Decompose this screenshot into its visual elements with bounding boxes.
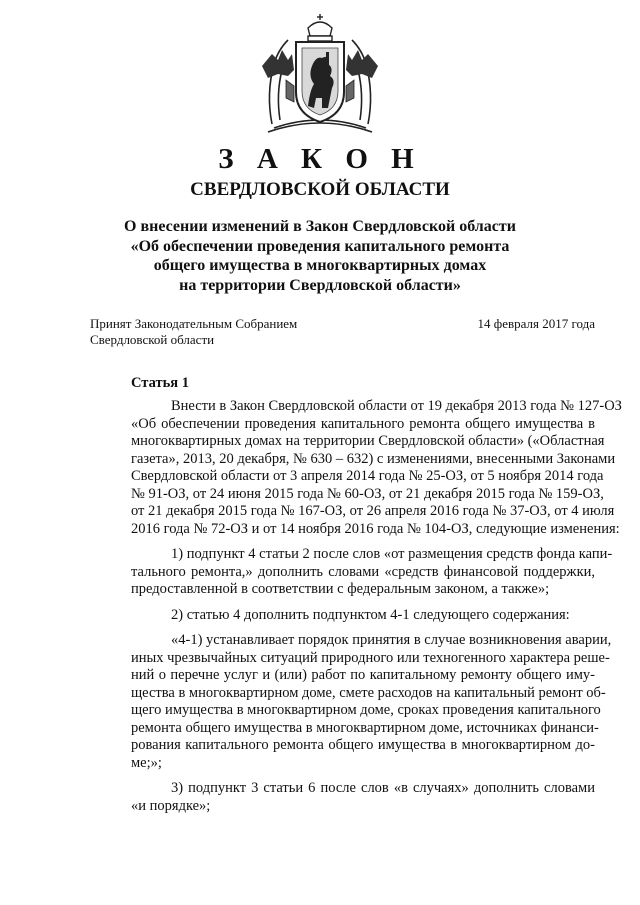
paragraph-quote — [91, 632, 612, 772]
article-body — [91, 398, 622, 823]
text-line: щества в многоквартирном доме, смете расходов на капитальный ремонт об- — [131, 684, 606, 701]
text-line: тального ремонта,» дополнить словами «средств финансовой поддержки, — [131, 563, 595, 580]
text-line: № 91-ОЗ, от 24 июня 2015 года № 60-ОЗ, от 21 декабря 2015 года № 159-ОЗ, — [131, 485, 604, 502]
text-line: щего имущества в многоквартирном доме, сроках проведения капитального — [131, 702, 601, 718]
adoption-date: 14 февраля 2017 года — [477, 316, 595, 331]
text-line: предоставленной в соответствии с федеральным законом, а также»; — [131, 581, 550, 597]
paragraph-item-2 — [91, 607, 595, 625]
text-line: 2016 года № 72-ОЗ и от 14 ноября 2016 года № 104-ОЗ, следующие изменения: — [131, 520, 620, 537]
adoption-line: Принят Законодательным Собранием — [90, 316, 298, 331]
paragraph-intro — [91, 398, 622, 538]
text-line: Внести в Закон Свердловской области от 19 декабря 2013 года № 127-ОЗ — [171, 398, 622, 414]
paragraph-item-3 — [91, 780, 595, 815]
adoption-authority — [90, 316, 297, 347]
text-line: от 21 декабря 2015 года № 167-ОЗ, от 26 апреля 2016 года № 37-ОЗ, от 4 июля — [131, 503, 615, 519]
law-name — [70, 217, 570, 295]
text-line: рования капитального ремонта общего имущества в многоквартирном до- — [131, 737, 595, 753]
text-line: 2) статью 4 дополнить подпунктом 4-1 следующего содержания: — [171, 606, 570, 623]
text-line: «и порядке»; — [131, 797, 211, 814]
adoption-line: Свердловской области — [90, 331, 215, 347]
law-name-line: «Об обеспечении проведения капитального ремонта — [130, 237, 510, 255]
text-line: ремонта общего имущества в многоквартирном доме, источниках финанси- — [131, 719, 599, 736]
text-line: газета», 2013, 20 декабря, № 630 – 632) с изменениями, внесенными Законами — [131, 450, 616, 467]
text-line: иных чрезвычайных ситуаций природного или техногенного характера реше- — [131, 649, 610, 666]
text-line: многоквартирных домах на территории Свердловской области» («Областная — [131, 433, 605, 449]
document-region: СВЕРДЛОВСКОЙ ОБЛАСТИ — [190, 179, 450, 200]
text-line: Свердловской области от 3 апреля 2014 года № 25-ОЗ, от 5 ноября 2014 года — [131, 468, 604, 484]
text-line: ний о перечне услуг и (или) работ по капитальному ремонту общего иму- — [131, 667, 595, 683]
law-name-line: О внесении изменений в Закон Свердловской области — [124, 218, 516, 235]
text-line: 3) подпункт 3 статьи 6 после слов «в случаях» дополнить словами — [171, 780, 595, 796]
article-heading: Статья 1 — [131, 375, 189, 391]
document-title: З А К О Н — [218, 143, 422, 175]
text-line: «4-1) устанавливает порядок принятия в случае возникновения аварии, — [171, 632, 612, 648]
text-line: «Об обеспечении проведения капитального ремонта общего имущества в — [131, 415, 595, 432]
paragraph-item-1 — [91, 546, 613, 599]
text-line: 1) подпункт 4 статьи 2 после слов «от размещения средств фонда капи- — [171, 546, 613, 562]
text-line: ме;»; — [131, 754, 162, 771]
law-name-line: на территории Свердловской области» — [179, 276, 461, 294]
law-name-line: общего имущества в многоквартирных домах — [153, 257, 487, 274]
coat-of-arms-icon — [258, 14, 382, 138]
